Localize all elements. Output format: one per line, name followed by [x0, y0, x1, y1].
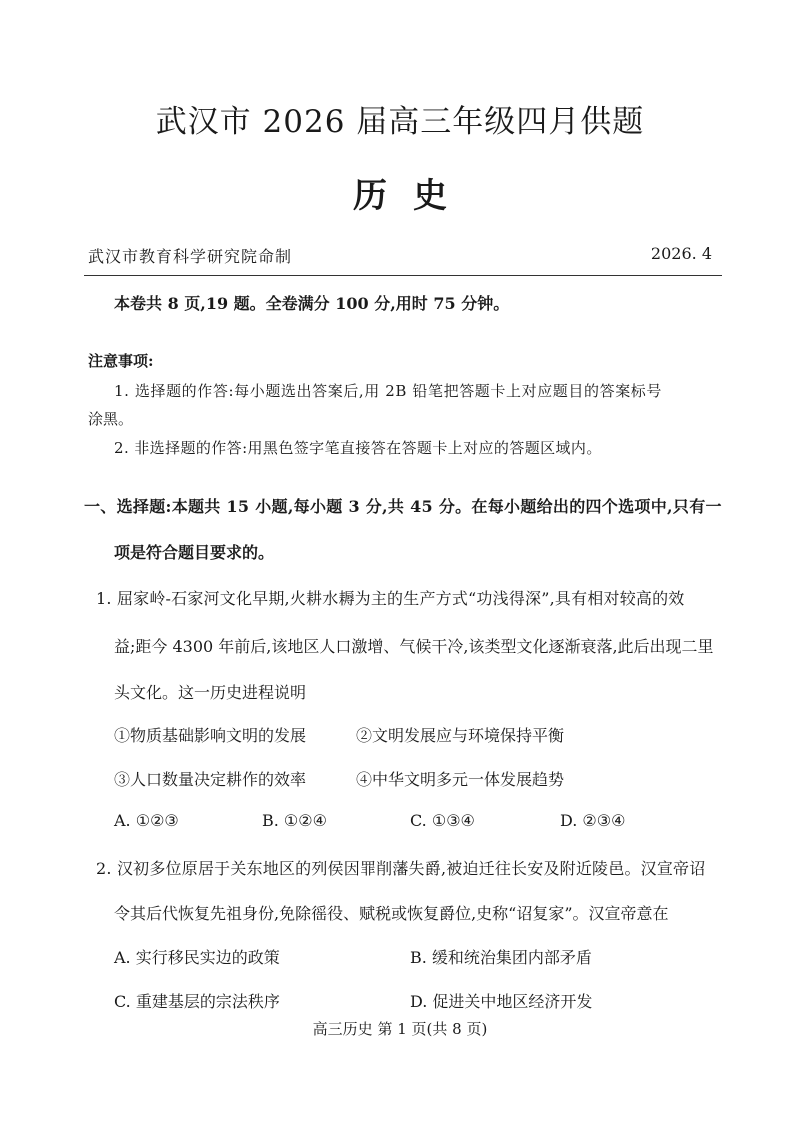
q1-statement-2: ②文明发展应与环境保持平衡: [356, 726, 565, 745]
notice-item-2: 2. 非选择题的作答:用黑色签字笔直接答在答题卡上对应的答题区域内。: [114, 439, 602, 457]
q1-statement-4: ④中华文明多元一体发展趋势: [356, 770, 565, 789]
section-heading: 一、选择题:本题共 15 小题,每小题 3 分,共 45 分。在每小题给出的四个选项中,只有一: [84, 497, 722, 516]
issuer: 武汉市教育科学研究院命制: [88, 247, 293, 266]
q2-option-d: D. 促进关中地区经济开发: [410, 992, 593, 1011]
q1-option-b: B. ①②④: [262, 811, 327, 830]
q2-option-c: C. 重建基层的宗法秩序: [114, 992, 280, 1011]
q1-stem-line2: 益;距今 4300 年前后,该地区人口激增、气候干冷,该类型文化逐渐衰落,此后出现二里: [114, 637, 714, 656]
exam-date: 2026. 4: [650, 244, 712, 263]
q1-stem-line1: 1. 屈家岭-石家河文化早期,火耕水耨为主的生产方式“功浅得深”,具有相对较高的效: [96, 589, 685, 608]
q2-stem-line1: 2. 汉初多位原居于关东地区的列侯因罪削藩失爵,被迫迁往长安及附近陵邑。汉宣帝诏: [96, 859, 706, 878]
section-heading-continued: 项是符合题目要求的。: [114, 543, 275, 562]
exam-summary: 本卷共 8 页,19 题。全卷满分 100 分,用时 75 分钟。: [114, 294, 510, 313]
q2-option-a: A. 实行移民实边的政策: [114, 948, 280, 967]
notice-title: 注意事项:: [88, 352, 154, 370]
q1-option-d: D. ②③④: [560, 811, 626, 830]
subject-title: 历史: [353, 176, 473, 216]
exam-title: 武汉市 2026 届高三年级四月供题: [155, 104, 645, 140]
q1-option-a: A. ①②③: [114, 811, 179, 830]
notice-item-1-continued: 涂黑。: [88, 410, 134, 428]
header-divider: [84, 275, 722, 276]
q1-statement-1: ①物质基础影响文明的发展: [114, 726, 307, 745]
q2-option-b: B. 缓和统治集团内部矛盾: [410, 948, 592, 967]
q1-statement-3: ③人口数量决定耕作的效率: [114, 770, 307, 789]
q1-option-c: C. ①③④: [410, 811, 475, 830]
q2-stem-line2: 令其后代恢复先祖身份,免除徭役、赋税或恢复爵位,史称“诏复家”。汉宣帝意在: [114, 904, 669, 923]
page-footer: 高三历史 第 1 页(共 8 页): [312, 1020, 488, 1038]
q1-stem-line3: 头文化。这一历史进程说明: [114, 683, 307, 702]
notice-item-1: 1. 选择题的作答:每小题选出答案后,用 2B 铅笔把答题卡上对应题目的答案标号: [114, 382, 663, 400]
